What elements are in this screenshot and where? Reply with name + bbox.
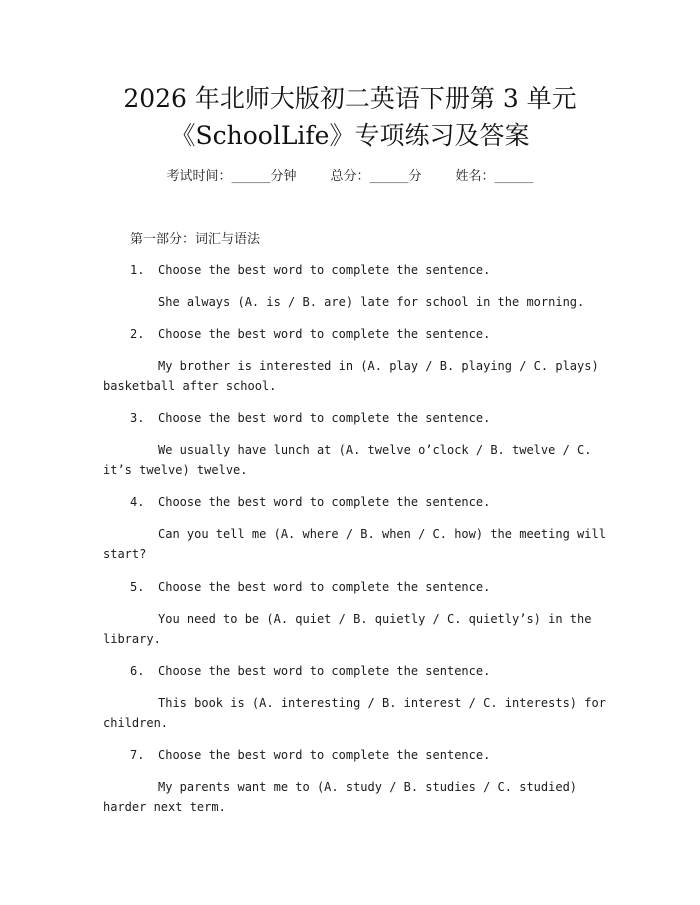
question-number: 4. bbox=[130, 495, 145, 509]
document-title-line1: 2026 年北师大版初二英语下册第 3 单元 bbox=[123, 84, 577, 113]
question-sentence-line2: harder next term. bbox=[103, 800, 226, 814]
section-title: 第一部分：词汇与语法 bbox=[130, 232, 261, 247]
question-sentence-line1: My brother is interested in (A. play / B. playing / C. plays) bbox=[158, 359, 599, 373]
question-number: 6. bbox=[130, 664, 145, 678]
question-sentence-line2: library. bbox=[103, 632, 161, 646]
question-prompt: Choose the best word to complete the sentence. bbox=[158, 263, 491, 277]
question-sentence-line1: Can you tell me (A. where / B. when / C. how) the meeting will bbox=[158, 527, 606, 541]
question-number: 2. bbox=[130, 327, 145, 341]
total-score-label: 总分：______分 bbox=[330, 169, 422, 184]
question-prompt: Choose the best word to complete the sentence. bbox=[158, 580, 491, 594]
question-prompt: Choose the best word to complete the sentence. bbox=[158, 748, 491, 762]
question-number: 1. bbox=[130, 263, 145, 277]
question-sentence-line1: You need to be (A. quiet / B. quietly / C. quietly’s) in the bbox=[158, 612, 592, 626]
question-prompt: Choose the best word to complete the sentence. bbox=[158, 495, 491, 509]
question-sentence: She always (A. is / B. are) late for school in the morning. bbox=[158, 295, 585, 309]
exam-time-label: 考试时间：______分钟 bbox=[166, 169, 297, 184]
question-number: 7. bbox=[130, 748, 145, 762]
question-number: 3. bbox=[130, 411, 145, 425]
question-sentence-line2: children. bbox=[103, 716, 169, 730]
question-sentence-line1: We usually have lunch at (A. twelve o’clock / B. twelve / C. bbox=[158, 443, 592, 457]
question-sentence-line2: start? bbox=[103, 547, 147, 561]
name-label: 姓名：______ bbox=[455, 169, 534, 184]
question-sentence-line2: basketball after school. bbox=[103, 379, 277, 393]
question-sentence-line2: it’s twelve) twelve. bbox=[103, 463, 248, 477]
question-sentence-line1: My parents want me to (A. study / B. studies / C. studied) bbox=[158, 780, 578, 794]
document-title-line2: 《SchoolLife》专项练习及答案 bbox=[170, 121, 530, 150]
question-sentence-line1: This book is (A. interesting / B. interest / C. interests) for bbox=[158, 696, 606, 710]
question-prompt: Choose the best word to complete the sentence. bbox=[158, 664, 491, 678]
question-number: 5. bbox=[130, 580, 145, 594]
exam-info-row bbox=[0, 168, 700, 186]
question-prompt: Choose the best word to complete the sentence. bbox=[158, 327, 491, 341]
question-prompt: Choose the best word to complete the sentence. bbox=[158, 411, 491, 425]
